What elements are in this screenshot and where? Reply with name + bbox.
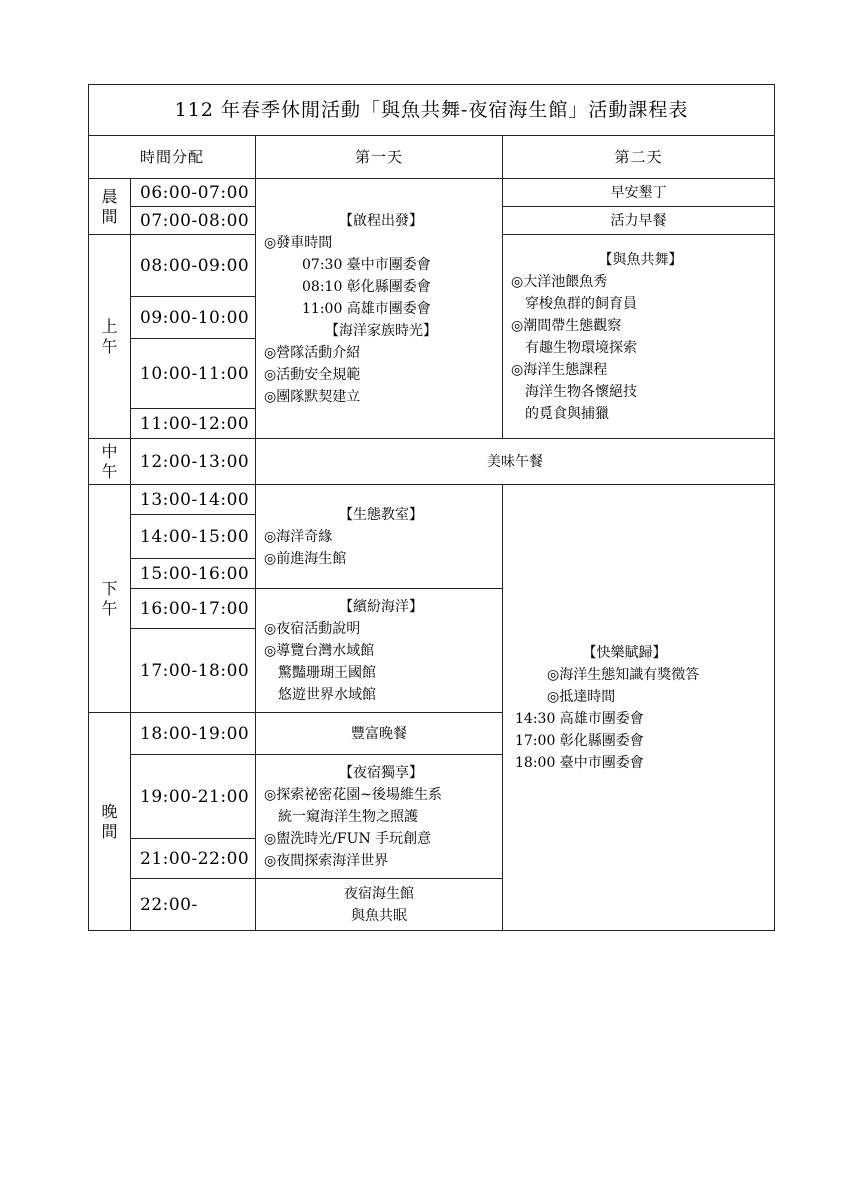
lunch-cell: 美味午餐 xyxy=(256,439,775,485)
day1-departure-block: 【啟程出發】 ◎發車時間 07:30 臺中市團委會 08:10 彰化縣團委會 11:00 高雄市團委會 【海洋家族時光】 ◎營隊活動介紹 ◎活動安全規範 ◎團隊默契建立 xyxy=(256,179,503,439)
day2-return-block: 【快樂賦歸】 ◎海洋生態知識有獎徵答 ◎抵達時間 14:30 高雄市團委會 17:00 彰化縣團委會 18:00 臺中市團委會 xyxy=(503,485,775,931)
day1-ocean-block: 【繽紛海洋】 ◎夜宿活動說明 ◎導覽台灣水域館 驚豔珊瑚王國館 悠遊世界水域館 xyxy=(256,589,503,713)
time-slot: 12:00-13:00 xyxy=(131,439,256,485)
schedule-table xyxy=(88,84,775,931)
day2-morning-greet: 早安墾丁 xyxy=(503,179,775,207)
time-slot: 17:00-18:00 xyxy=(131,629,256,713)
period-evening: 晚 間 xyxy=(89,713,131,931)
header-time: 時間分配 xyxy=(89,136,256,179)
time-slot: 22:00- xyxy=(131,879,256,931)
time-slot: 16:00-17:00 xyxy=(131,589,256,629)
schedule-sheet xyxy=(88,84,775,931)
period-afternoon: 下 午 xyxy=(89,485,131,713)
time-slot: 09:00-10:00 xyxy=(131,297,256,339)
page-title: 112 年春季休閒活動「與魚共舞-夜宿海生館」活動課程表 xyxy=(89,85,775,136)
period-morning: 晨 間 xyxy=(89,179,131,235)
header-day1: 第一天 xyxy=(256,136,503,179)
time-slot: 14:00-15:00 xyxy=(131,515,256,559)
day1-dinner: 豐富晚餐 xyxy=(256,713,503,755)
day2-breakfast: 活力早餐 xyxy=(503,207,775,235)
time-slot: 13:00-14:00 xyxy=(131,485,256,515)
time-slot: 11:00-12:00 xyxy=(131,409,256,439)
time-slot: 19:00-21:00 xyxy=(131,755,256,839)
period-forenoon: 上 午 xyxy=(89,235,131,439)
day1-eco-class-block: 【生態教室】 ◎海洋奇緣 ◎前進海生館 xyxy=(256,485,503,589)
time-slot: 18:00-19:00 xyxy=(131,713,256,755)
day1-sleep: 夜宿海生館 與魚共眠 xyxy=(256,879,503,931)
time-slot: 10:00-11:00 xyxy=(131,339,256,409)
time-slot: 15:00-16:00 xyxy=(131,559,256,589)
time-slot: 06:00-07:00 xyxy=(131,179,256,207)
time-slot: 08:00-09:00 xyxy=(131,235,256,297)
header-day2: 第二天 xyxy=(503,136,775,179)
period-noon: 中 午 xyxy=(89,439,131,485)
time-slot: 21:00-22:00 xyxy=(131,839,256,879)
day1-night-block: 【夜宿獨享】 ◎探索祕密花園~後場維生系 統一窺海洋生物之照護 ◎盥洗時光/FUN 手玩創意 ◎夜間探索海洋世界 xyxy=(256,755,503,879)
time-slot: 07:00-08:00 xyxy=(131,207,256,235)
day2-dance-block: 【與魚共舞】 ◎大洋池餵魚秀 穿梭魚群的飼育員 ◎潮間帶生態觀察 有趣生物環境探索 ◎海洋生態課程 海洋生物各懷絕技 的覓食與捕獵 xyxy=(503,235,775,439)
